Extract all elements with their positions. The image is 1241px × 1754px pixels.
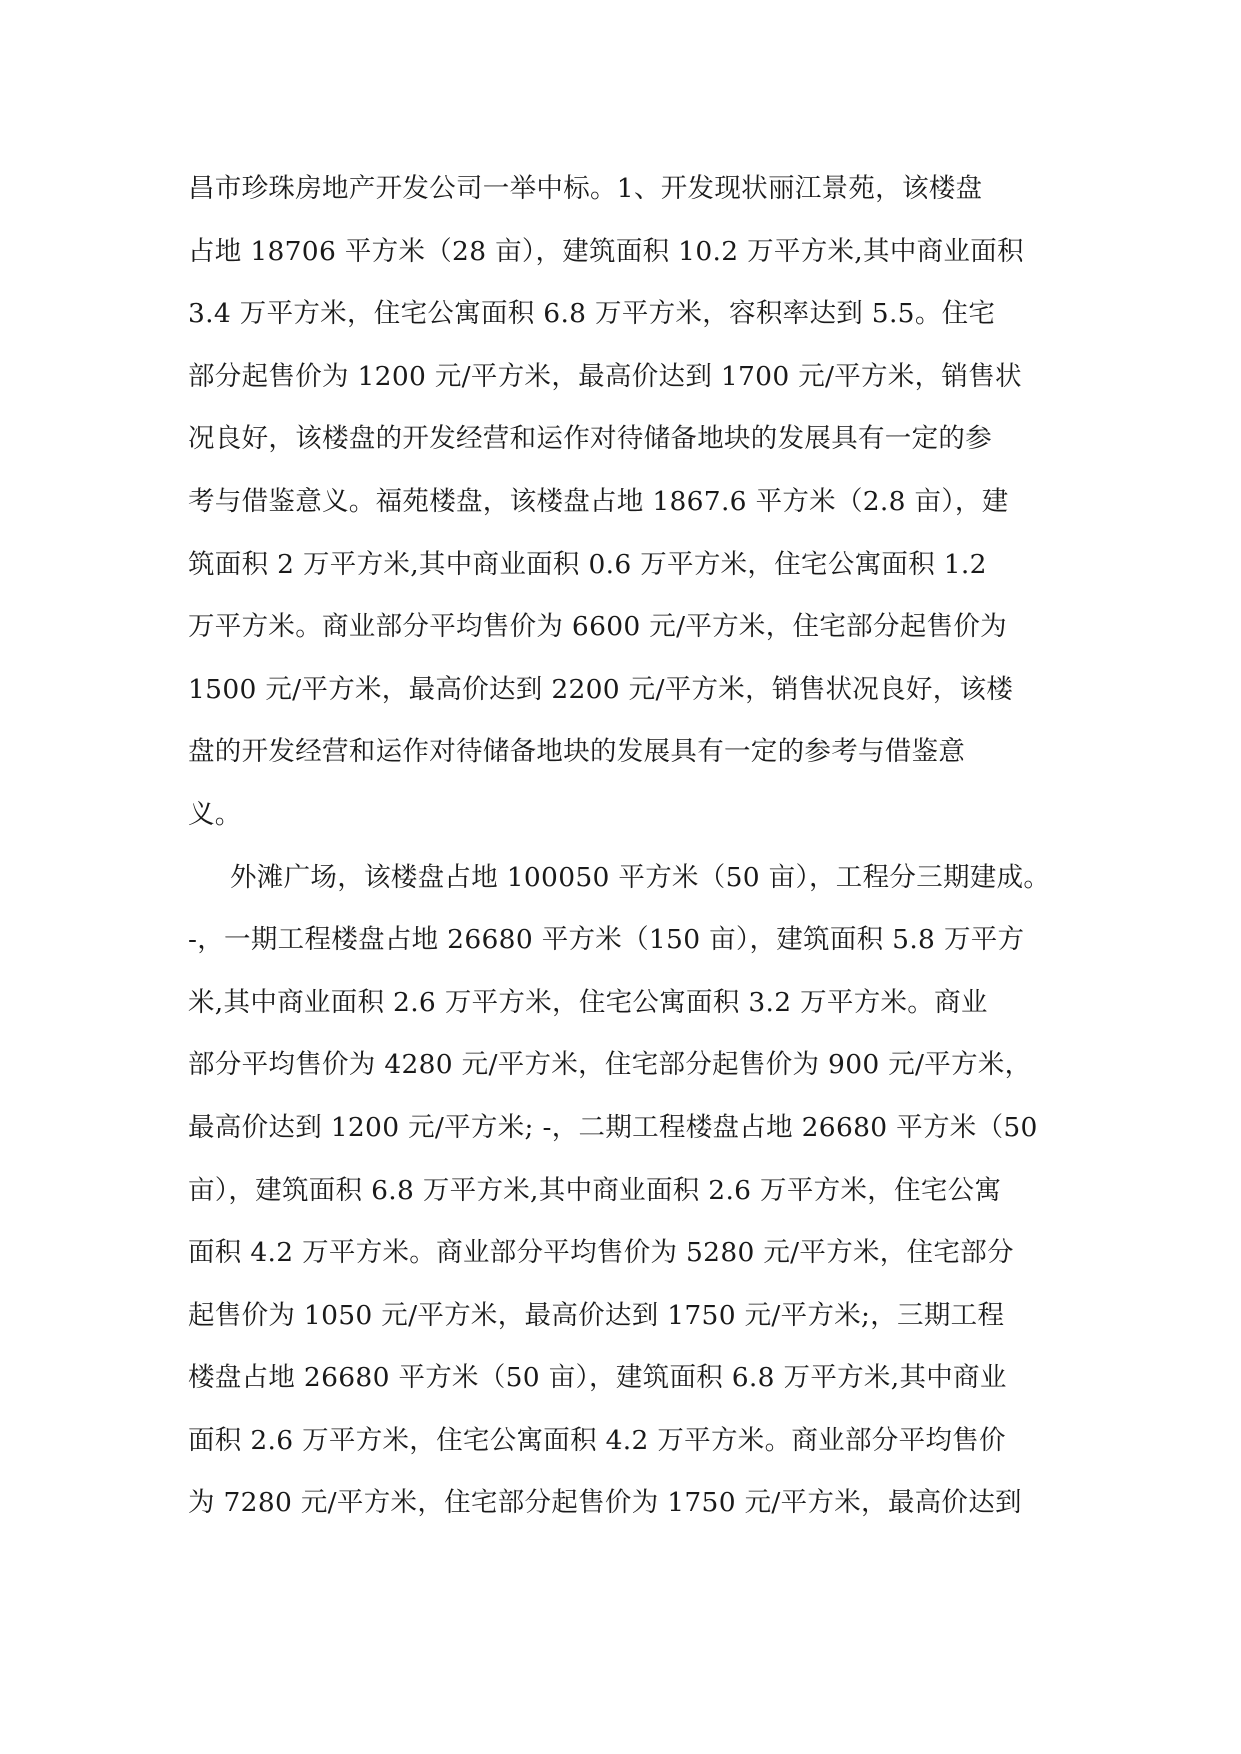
text-line: 昌市珍珠房地产开发公司一举中标。1、开发现状丽江景苑，该楼盘 (188, 173, 983, 204)
text-line: 亩），建筑面积 6.8 万平方米,其中商业面积 2.6 万平方米，住宅公寓 (188, 1174, 1002, 1206)
text-line: 面积 4.2 万平方米。商业部分平均售价为 5280 元/平方米，住宅部分 (188, 1237, 1014, 1269)
text-line: 米,其中商业面积 2.6 万平方米，住宅公寓面积 3.2 万平方米。商业 (188, 986, 988, 1018)
text-line: 最高价达到 1200 元/平方米; -，二期工程楼盘占地 26680 平方米（50 (188, 1111, 1038, 1143)
text-line: 面积 2.6 万平方米，住宅公寓面积 4.2 万平方米。商业部分平均售价 (188, 1424, 1006, 1456)
text-line: 楼盘占地 26680 平方米（50 亩），建筑面积 6.8 万平方米,其中商业 (188, 1362, 1007, 1394)
text-line: 考与借鉴意义。福苑楼盘，该楼盘占地 1867.6 平方米（2.8 亩），建 (188, 485, 1009, 517)
text-line: -，一期工程楼盘占地 26680 平方米（150 亩），建筑面积 5.8 万平方 (188, 924, 1025, 956)
text-line: 为 7280 元/平方米，住宅部分起售价为 1750 元/平方米，最高价达到 (188, 1487, 1022, 1519)
text-line: 1500 元/平方米，最高价达到 2200 元/平方米，销售状况良好，该楼 (188, 673, 1014, 705)
paragraph-first-line: 外滩广场，该楼盘占地 100050 平方米（50 亩），工程分三期建成。 (230, 861, 1051, 893)
text-line: 部分起售价为 1200 元/平方米，最高价达到 1700 元/平方米，销售状 (188, 360, 1022, 392)
text-line: 盘的开发经营和运作对待储备地块的发展具有一定的参考与借鉴意 (188, 736, 966, 768)
text-line: 起售价为 1050 元/平方米，最高价达到 1750 元/平方米;，三期工程 (188, 1299, 1005, 1331)
text-line: 义。 (188, 798, 242, 830)
text-line: 3.4 万平方米，住宅公寓面积 6.8 万平方米，容积率达到 5.5。住宅 (188, 298, 996, 330)
text-line: 况良好，该楼盘的开发经营和运作对待储备地块的发展具有一定的参 (188, 423, 992, 455)
text-line: 占地 18706 平方米（28 亩），建筑面积 10.2 万平方米,其中商业面积 (188, 235, 1024, 267)
text-line: 筑面积 2 万平方米,其中商业面积 0.6 万平方米，住宅公寓面积 1.2 (188, 548, 987, 580)
text-line: 万平方米。商业部分平均售价为 6600 元/平方米，住宅部分起售价为 (188, 611, 1007, 643)
body-text (188, 158, 1053, 1535)
text-line: 部分平均售价为 4280 元/平方米，住宅部分起售价为 900 元/平方米， (188, 1049, 1032, 1081)
